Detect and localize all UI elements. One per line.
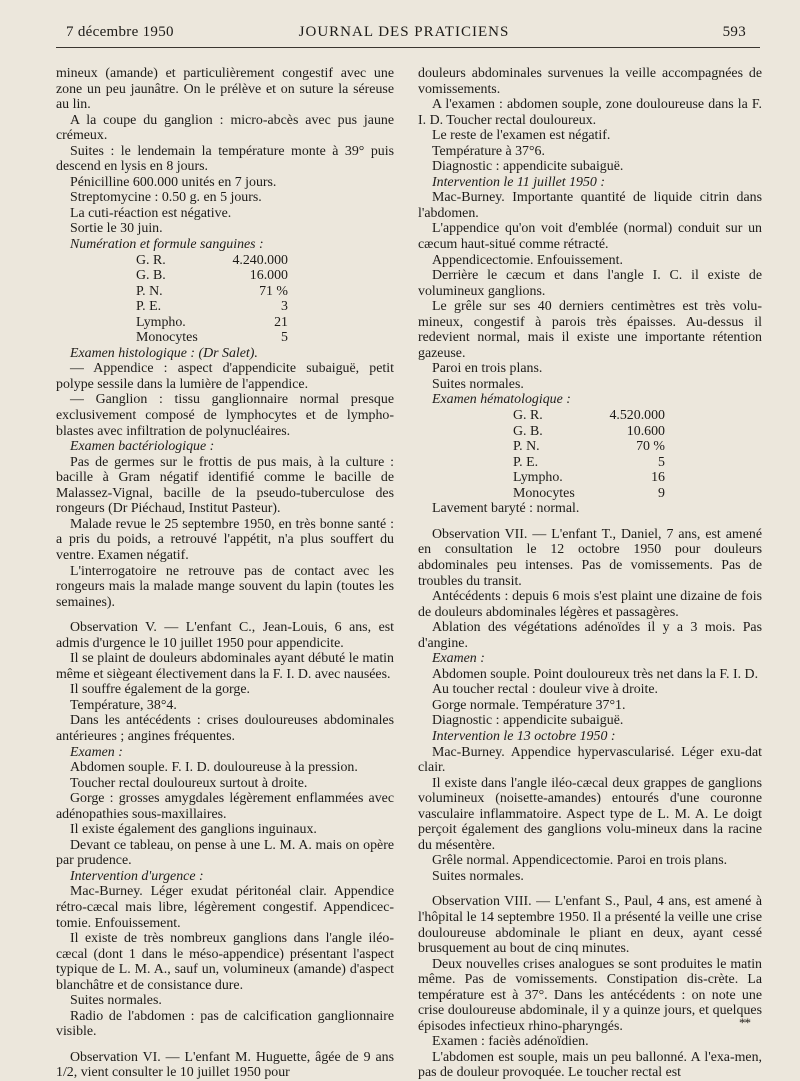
paragraph: Suites normales. [432, 868, 524, 884]
paragraph: mineux (amande) et particulièrement congestif avec une zone un peu jaunâtre. On le prélève et on suture la séreuse au lin. [56, 66, 394, 113]
paragraph: Derrière le cæcum et dans l'angle I. C. il existe de volumineux ganglions. [418, 268, 762, 299]
paragraph: Grêle normal. Appendicectomie. Paroi en trois plans. [432, 853, 728, 869]
table-row: P. N. 70 % [513, 439, 665, 455]
paragraph: douleurs abdominales survenues la veille accompagnées de vomissements. [418, 66, 762, 97]
observation-paragraph: Observation VII. — L'enfant T., Daniel, 7 ans, est amené en consultation le 12 octobre 1950 pour douleurs abdominales peu intenses. Pas de vomissements. Pas de troubles du transit. [418, 526, 762, 589]
table-row: G. B. 10.600 [513, 423, 665, 439]
right-column [418, 66, 762, 1081]
paragraph: — Ganglion : tissu ganglionnaire normal presque exclusivement composé de lymphocytes et de lympho-blastes avec infiltration de polynucléaires. [56, 392, 394, 439]
section-heading: Examen hématologique : [432, 392, 571, 408]
section-heading: Intervention le 11 juillet 1950 : [432, 174, 605, 190]
paragraph: Sortie le 30 juin. [70, 221, 163, 237]
paragraph: Toucher rectal douloureux surtout à droite. [70, 775, 308, 791]
table-row: P. N. 71 % [136, 283, 288, 299]
paragraph: Radio de l'abdomen : pas de calcification ganglionnaire visible. [56, 1008, 394, 1040]
table-row: Lympho. 16 [513, 470, 665, 486]
paragraph: Devant ce tableau, on pense à une L. M. A. mais on opère par prudence. [56, 837, 394, 869]
paragraph: Suites : le lendemain la température monte à 39° puis descend en lysis en 8 jours. [56, 143, 394, 175]
paragraph: Paroi en trois plans. [432, 361, 543, 377]
observation-paragraph: Observation V. — L'enfant C., Jean-Louis, 6 ans, est admis d'urgence le 10 juillet 1950 pour appendicite. [56, 620, 394, 651]
paragraph: Le grêle sur ses 40 derniers centimètres est très volu-mineux, congestif à parois très épaisses. Au-dessus il redevient normal, mais il existe une importante rétention gazeuse. [418, 299, 762, 361]
paragraph: Température, 38°4. [70, 697, 177, 713]
paragraph: Suites normales. [432, 376, 524, 392]
table-row: G. B. 16.000 [136, 268, 288, 284]
section-heading: Intervention d'urgence : [70, 868, 204, 884]
header-rule [56, 47, 760, 48]
header-date: 7 décembre 1950 [66, 24, 174, 40]
table-row: G. R. 4.240.000 [136, 252, 288, 268]
paragraph: Il existe de très nombreux ganglions dans l'angle iléo-cæcal (dont 1 dans le méso-appendice) présentant l'aspect typique de L. M. A., sauf un, volumineux (amande) d'aspect blanchâtre et de consistance dure. [56, 931, 394, 993]
paragraph: Diagnostic : appendicite subaiguë. [432, 159, 624, 175]
paragraph: Suites normales. [70, 993, 162, 1009]
paragraph: Streptomycine : 0.50 g. en 5 jours. [70, 190, 262, 206]
section-heading: Examen bactériologique : [70, 439, 215, 455]
table-row: P. E. 5 [513, 454, 665, 470]
journal-title: JOURNAL DES PRATICIENS [298, 24, 510, 40]
paragraph: Il se plaint de douleurs abdominales ayant débuté le matin même et siègeant électivement dans la F. I. D. avec nausées. [56, 651, 394, 682]
paragraph: Dans les antécédents : crises douloureuses abdominales antérieures ; angines fréquentes. [56, 713, 394, 744]
paragraph: A la coupe du ganglion : micro-abcès avec pus jaune crémeux. [56, 112, 394, 144]
paragraph: Lavement baryté : normal. [432, 501, 580, 517]
section-heading: Numération et formule sanguines : [70, 237, 264, 253]
left-column [56, 66, 394, 1081]
blood-count-table [513, 408, 665, 501]
paragraph: Gorge normale. Température 37°1. [432, 697, 626, 713]
paragraph: La cuti-réaction est négative. [70, 205, 232, 221]
table-row: G. R. 4.520.000 [513, 408, 665, 424]
table-row: Monocytes 5 [136, 330, 288, 346]
paragraph: Mac-Burney. Appendice hypervascularisé. Léger exu-dat clair. [418, 744, 762, 776]
paragraph: Appendicectomie. Enfouissement. [432, 252, 623, 268]
observation-paragraph: Observation VI. — L'enfant M. Huguette, âgée de 9 ans 1/2, vient consulter le 10 juillet 1950 pour [56, 1049, 394, 1081]
paragraph: Malade revue le 25 septembre 1950, en très bonne santé : a pris du poids, a retrouvé l'appétit, n'a plus souffert du ventre. Examen négatif. [56, 516, 394, 563]
paragraph: A l'examen : abdomen souple, zone douloureuse dans la F. I. D. Toucher rectal douloureux. [418, 97, 762, 128]
section-heading: Examen : [70, 744, 123, 760]
paragraph: Deux nouvelles crises analogues se sont produites le matin même. Pas de vomissements. Constipation dis-crète. La température est à 37°. Dans les antécédents : on note une crise douloureuse abdominale, il y a quinze jours, et quelques épisodes infectieux rhino-pharyngés. [418, 956, 762, 1034]
running-header [56, 24, 752, 46]
paragraph: Gorge : grosses amygdales légèrement enflammées avec adénopathies sous-maxillaires. [56, 791, 394, 822]
paragraph: L'interrogatoire ne retrouve pas de contact avec les rongeurs mais la malade mange souvent du lapin (toutes les semaines). [56, 563, 394, 610]
section-heading: Examen histologique : (Dr Salet). [70, 345, 258, 361]
paragraph: — Appendice : aspect d'appendicite subaiguë, petit polype sessile dans la lumière de l'appendice. [56, 361, 394, 392]
paragraph: Ablation des végétations adénoïdes il y a 3 mois. Pas d'angine. [418, 620, 762, 651]
blood-count-table [136, 253, 288, 346]
paragraph: Examen : faciès adénoïdien. [432, 1034, 589, 1050]
paragraph: Abdomen souple. Point douloureux très net dans la F. I. D. [432, 666, 759, 682]
paragraph: Pas de germes sur le frottis de pus mais, à la culture : bacille à Gram négatif identifié comme le bacille de Malassez-Vignal, bacille de la pseudo-tuberculose des rongeurs (Dr Piéchaud, Institut Pasteur). [56, 454, 394, 517]
paragraph: Le reste de l'examen est négatif. [432, 128, 611, 144]
paragraph: Pénicilline 600.000 unités en 7 jours. [70, 174, 277, 190]
section-heading: Examen : [432, 651, 485, 667]
paragraph: Il existe également des ganglions inguinaux. [70, 822, 317, 838]
paragraph: Diagnostic : appendicite subaiguë. [432, 713, 624, 729]
observation-paragraph: Observation VIII. — L'enfant S., Paul, 4 ans, est amené à l'hôpital le 14 septembre 1950. Il a présenté la veille une crise douloureuse abdominale le pliant en deux, ayant cessé brusquement au bout de cinq minutes. [418, 894, 762, 957]
section-heading: Intervention le 13 octobre 1950 : [432, 728, 616, 744]
paragraph: Antécédents : depuis 6 mois s'est plaint une dizaine de fois de douleurs abdominales légères et passagères. [418, 589, 762, 620]
paragraph: Il existe dans l'angle iléo-cæcal deux grappes de ganglions volumineux (noisette-amandes) entourés d'une couronne vasculaire inflammatoire. Aspect type de L. M. A. Le doigt perçoit également des ganglions volu-mineux dans la racine du mésentère. [418, 775, 762, 853]
footer-mark: ** [739, 1015, 750, 1030]
paragraph: Température à 37°6. [432, 143, 545, 159]
table-row: P. E. 3 [136, 299, 288, 315]
table-row: Monocytes 9 [513, 485, 665, 501]
paragraph: Il souffre également de la gorge. [70, 682, 250, 698]
paragraph: Mac-Burney. Léger exudat péritonéal clair. Appendice rétro-cæcal mais libre, légèrement congestif. Appendicec-tomie. Enfouissement. [56, 884, 394, 931]
table-row: Lympho. 21 [136, 314, 288, 330]
paragraph: Au toucher rectal : douleur vive à droite. [432, 682, 659, 698]
page-number: 593 [722, 24, 746, 40]
paragraph: Abdomen souple. F. I. D. douloureuse à la pression. [70, 760, 358, 776]
paragraph: Mac-Burney. Importante quantité de liquide citrin dans l'abdomen. [418, 190, 762, 221]
paragraph: L'appendice qu'on voit d'emblée (normal) conduit sur un cæcum haut-situé comme rétracté. [418, 221, 762, 253]
paragraph: L'abdomen est souple, mais un peu ballonné. A l'exa-men, pas de douleur provoquée. Le toucher rectal est [418, 1049, 762, 1081]
